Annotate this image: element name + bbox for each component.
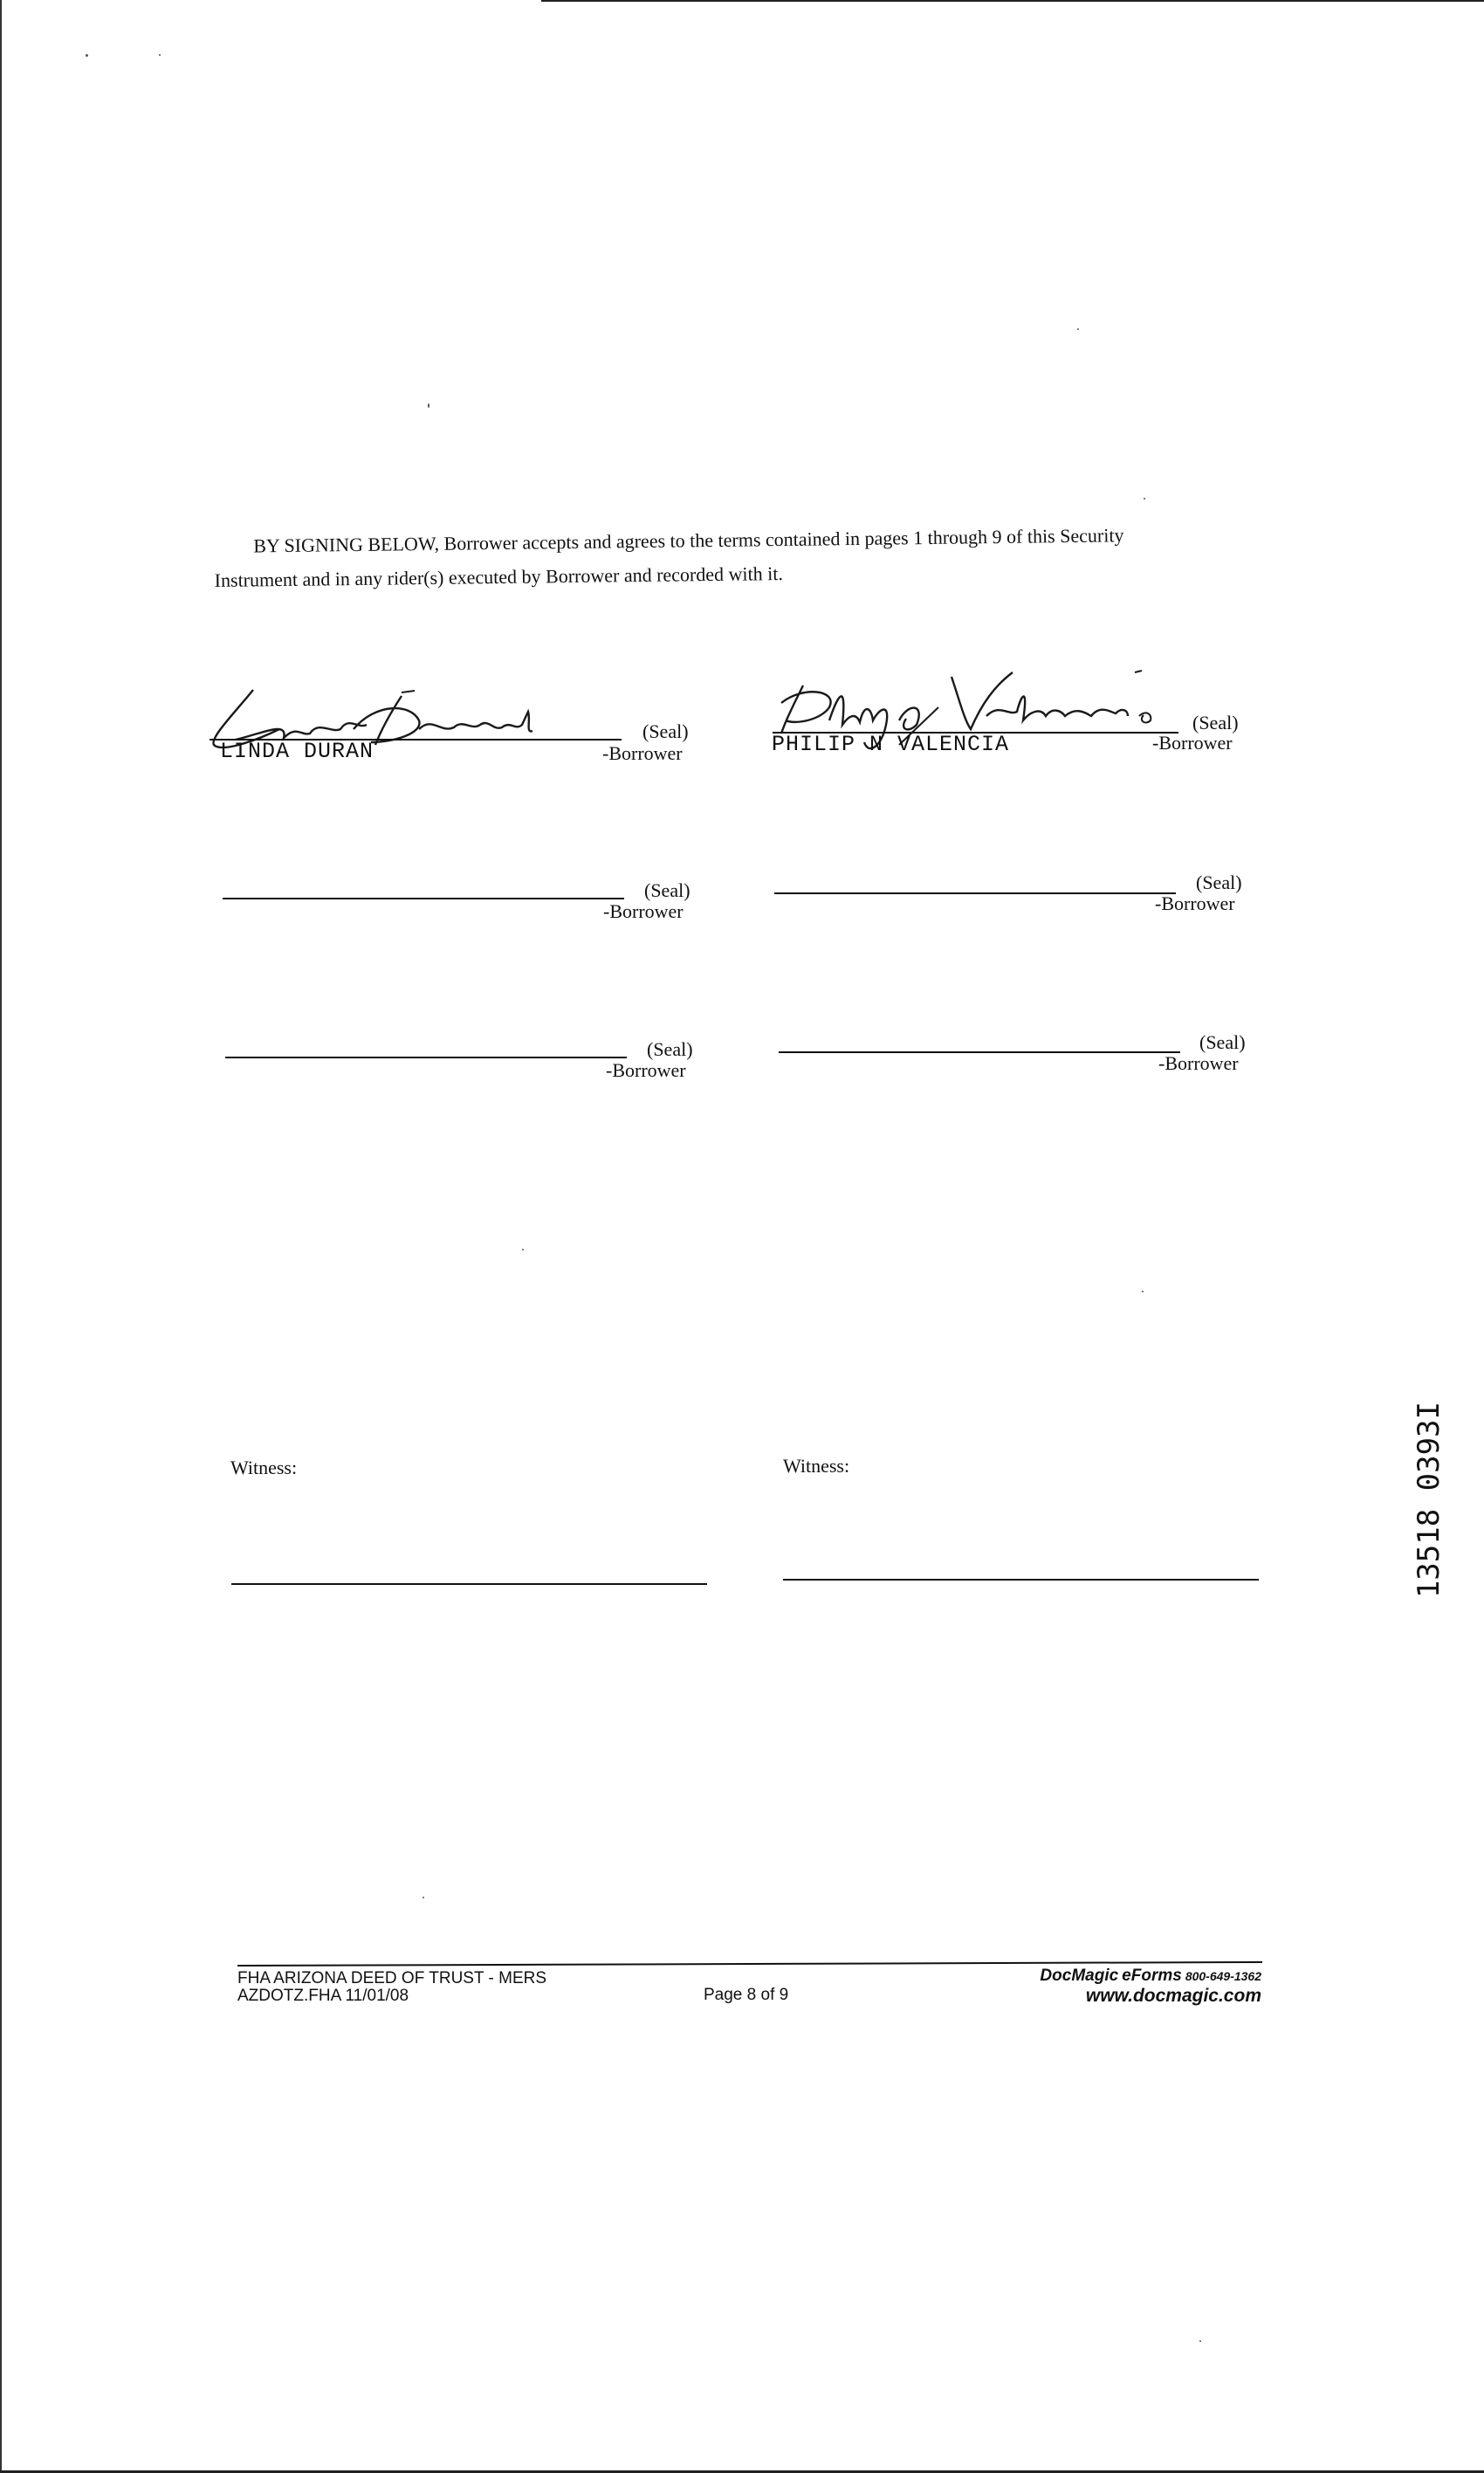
seal-label-1: (Seal) [642,720,689,742]
borrower-label-6: -Borrower [1158,1052,1239,1074]
typed-name-2: PHILIP N VALENCIA [772,732,1010,757]
recording-number-stamp: 13518 0393I [1412,1402,1446,1599]
seal-label-3: (Seal) [644,879,690,901]
scan-speck [159,54,161,56]
scan-speck [423,1897,424,1898]
page-edge-top [541,0,1484,2]
scan-speck [1199,2340,1201,2342]
witness-label-right: Witness: [783,1455,850,1477]
footer-vendor-url: www.docmagic.com [1085,1986,1261,2006]
footer-form-title: FHA ARIZONA DEED OF TRUST - MERS [237,1969,547,1987]
seal-label-6: (Seal) [1199,1031,1246,1053]
borrower-label-2: -Borrower [1152,732,1233,754]
seal-label-2: (Seal) [1192,712,1239,734]
scan-speck [428,403,429,408]
footer-vendor-phone: 800-649-1362 [1185,1969,1261,1983]
typed-name-1: LINDA DURAN [220,739,374,764]
signature-line-6 [779,1051,1180,1053]
footer-vendor-name: DocMagic [1040,1967,1119,1985]
borrower-label-5: -Borrower [606,1059,686,1081]
scan-speck [522,1249,524,1250]
seal-label-5: (Seal) [647,1038,693,1060]
scan-speck [86,54,88,57]
witness-label-left: Witness: [230,1457,298,1478]
scan-speck [1144,498,1145,499]
footer-page-number: Page 8 of 9 [704,1986,789,2004]
signature-line-5 [225,1057,627,1058]
borrower-label-1: -Borrower [602,742,683,764]
signing-statement [214,516,1262,597]
footer-vendor-product: eForms [1122,1967,1182,1985]
borrower-label-3: -Borrower [603,900,684,922]
page-edge-left [0,0,2,2473]
signature-line-4 [774,892,1176,894]
witness-line-right [783,1579,1259,1581]
signature-line-3 [223,898,624,899]
signing-statement-line-2: Instrument and in any rider(s) executed by Borrower and recorded with it. [214,562,784,591]
footer-form-code: AZDOTZ.FHA 11/01/08 [237,1987,409,2005]
scan-speck [1077,328,1079,330]
footer-vendor [960,1967,1261,2007]
scan-speck [1142,1291,1144,1292]
witness-line-left [231,1583,707,1585]
seal-label-4: (Seal) [1196,871,1242,893]
signing-statement-line-1: BY SIGNING BELOW, Borrower accepts and agrees to the terms contained in pages 1 through 9 of this Security [253,524,1124,557]
borrower-label-4: -Borrower [1155,892,1235,914]
footer-left [237,1970,546,2005]
